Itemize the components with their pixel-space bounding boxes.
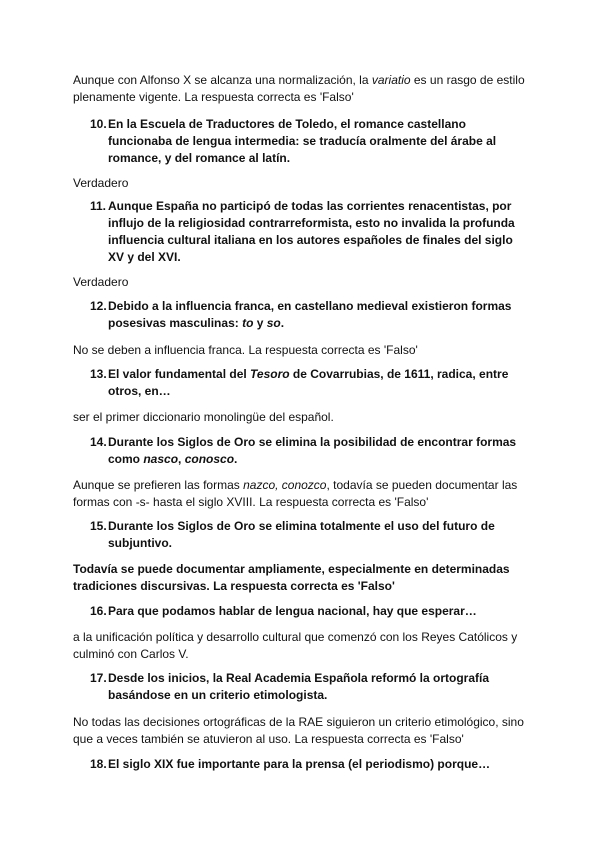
question-text: Aunque España no participó de todas las corrientes renacentistas, por influjo de la religiosidad contrarreformista, esto no invalida la profunda influencia cultural italiana en los autores españoles de finales del siglo XV y del XVI. [108,199,515,264]
answer-13: ser el primer diccionario monolingüe del español. [73,410,334,424]
question-emphasis: Tesoro [250,367,290,381]
question-13 [90,366,530,400]
question-emphasis: to [242,316,254,330]
answer-17: No todas las decisiones ortográficas de la RAE siguieron un criterio etimológico, sino que a veces también se atuvieron al uso. La respuesta correcta es 'Falso' [73,715,524,746]
question-text: En la Escuela de Traductores de Toledo, el romance castellano funcionaba de lengua intermedia: se traducía oralmente del árabe al romance, y del romance al latín. [108,117,497,165]
answer-10: Verdadero [73,176,129,190]
question-text-part: . [234,452,238,466]
question-number: 11. [90,199,107,213]
question-16 [90,603,530,620]
question-text [108,434,530,468]
question-text: Durante los Siglos de Oro se elimina totalmente el uso del futuro de subjuntivo. [108,519,495,550]
question-text: El siglo XIX fue importante para la prensa (el periodismo) porque… [108,757,491,771]
question-text-part: Durante los Siglos de Oro se elimina la posibilidad de encontrar formas como [108,435,517,466]
answer-9-text-end: es un rasgo de estilo plenamente vigente. La respuesta correcta es 'Falso' [73,73,525,104]
question-text [108,366,530,400]
answer-12: No se deben a influencia franca. La respuesta correcta es 'Falso' [73,343,418,357]
question-text-part: y [253,316,267,330]
question-emphasis: so [266,316,281,330]
answer-14-emphasis: nazco, conozco [243,478,327,492]
question-text [108,298,530,332]
answer-9 [73,72,533,106]
question-15 [90,518,530,552]
question-text-part: El valor fundamental del [108,367,251,381]
answer-14 [73,477,533,511]
question-emphasis: nasco [143,452,179,466]
question-11 [90,198,530,266]
question-number: 18. [90,757,107,771]
answer-16: a la unificación política y desarrollo cultural que comenzó con los Reyes Católicos y culminó con Carlos V. [73,630,518,661]
answer-15: Todavía se puede documentar ampliamente, especialmente en determinadas tradiciones discursivas. La respuesta correcta es 'Falso' [73,562,510,593]
question-number: 13. [90,367,107,381]
question-number: 10. [90,117,107,131]
question-text: Desde los inicios, la Real Academia Española reformó la ortografía basándose en un criterio etimologista. [108,671,490,702]
question-number: 16. [90,604,107,618]
question-text-part: de Covarrubias, de 1611, radica, entre otros, en… [108,367,509,398]
question-number: 12. [90,299,107,313]
question-17 [90,670,530,704]
question-18 [90,756,530,773]
question-emphasis: conosco [184,452,235,466]
answer-14-text: Aunque se prefieren las formas [73,478,244,492]
question-number: 17. [90,671,107,685]
question-14 [90,434,530,468]
question-number: 14. [90,435,107,449]
answer-14-text-end: , todavía se pueden documentar las formas con -s- hasta el siglo XVIII. La respuesta correcta es 'Falso' [73,478,518,509]
question-number: 15. [90,519,107,533]
answer-9-text: Aunque con Alfonso X se alcanza una normalización, la [73,73,372,87]
question-10 [90,116,530,167]
question-text: Para que podamos hablar de lengua nacional, hay que esperar… [108,604,477,618]
question-12 [90,298,530,332]
answer-9-emphasis: variatio [371,73,411,87]
answer-11: Verdadero [73,275,129,289]
question-text-part: Debido a la influencia franca, en castellano medieval existieron formas posesivas masculinas: [108,299,512,330]
question-text-part: . [280,316,285,330]
question-text-part: , [178,452,185,466]
